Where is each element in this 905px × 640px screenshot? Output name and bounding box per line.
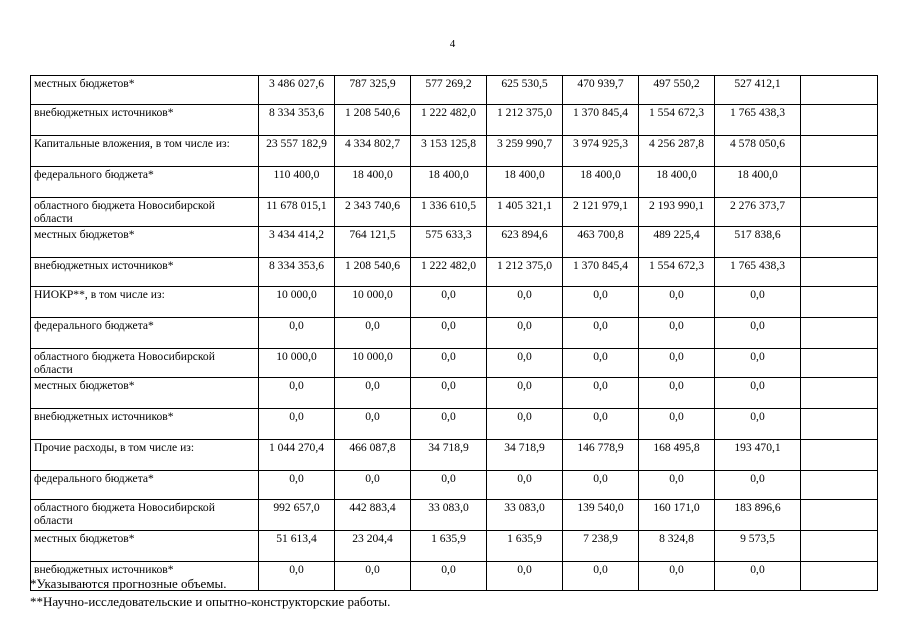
row-value: 623 894,6 [487, 227, 563, 258]
row-value [801, 440, 878, 471]
row-value: 0,0 [487, 349, 563, 378]
row-value: 0,0 [259, 562, 335, 591]
row-label: местных бюджетов* [31, 531, 259, 562]
row-value: 0,0 [335, 318, 411, 349]
row-value: 527 412,1 [715, 76, 801, 105]
row-value: 0,0 [335, 409, 411, 440]
row-value: 0,0 [259, 318, 335, 349]
row-value: 10 000,0 [335, 287, 411, 318]
row-value: 11 678 015,1 [259, 198, 335, 227]
page-number: 4 [449, 38, 456, 50]
table-row [31, 318, 878, 349]
row-value: 764 121,5 [335, 227, 411, 258]
row-value: 0,0 [487, 287, 563, 318]
row-value: 577 269,2 [411, 76, 487, 105]
row-value: 0,0 [259, 471, 335, 500]
row-value: 787 325,9 [335, 76, 411, 105]
table-row [31, 440, 878, 471]
table-row [31, 136, 878, 167]
row-label: внебюджетных источников* [31, 105, 259, 136]
row-value: 18 400,0 [715, 167, 801, 198]
row-value [801, 500, 878, 531]
row-value: 0,0 [563, 287, 639, 318]
table-row [31, 531, 878, 562]
table-row [31, 258, 878, 287]
row-value: 625 530,5 [487, 76, 563, 105]
row-value: 8 324,8 [639, 531, 715, 562]
row-value: 0,0 [715, 349, 801, 378]
row-value: 33 083,0 [411, 500, 487, 531]
row-value [801, 318, 878, 349]
row-value: 0,0 [411, 318, 487, 349]
row-value: 110 400,0 [259, 167, 335, 198]
row-value: 4 334 802,7 [335, 136, 411, 167]
row-value: 8 334 353,6 [259, 258, 335, 287]
row-value: 466 087,8 [335, 440, 411, 471]
row-label: НИОКР**, в том числе из: [31, 287, 259, 318]
row-value: 463 700,8 [563, 227, 639, 258]
footnotes [30, 575, 390, 611]
row-value [801, 258, 878, 287]
row-value: 3 974 925,3 [563, 136, 639, 167]
row-label: федерального бюджета* [31, 318, 259, 349]
row-value [801, 136, 878, 167]
row-value: 1 208 540,6 [335, 258, 411, 287]
row-value: 2 276 373,7 [715, 198, 801, 227]
table-row [31, 287, 878, 318]
row-value: 3 153 125,8 [411, 136, 487, 167]
row-value: 2 121 979,1 [563, 198, 639, 227]
row-value: 0,0 [563, 378, 639, 409]
table-row [31, 409, 878, 440]
row-value: 10 000,0 [259, 287, 335, 318]
row-value: 18 400,0 [487, 167, 563, 198]
row-value: 1 554 672,3 [639, 258, 715, 287]
row-value [801, 227, 878, 258]
row-value: 1 212 375,0 [487, 258, 563, 287]
row-value: 33 083,0 [487, 500, 563, 531]
row-label: федерального бюджета* [31, 167, 259, 198]
row-value: 1 635,9 [411, 531, 487, 562]
row-value: 2 343 740,6 [335, 198, 411, 227]
row-value: 1 635,9 [487, 531, 563, 562]
row-value: 442 883,4 [335, 500, 411, 531]
table-row [31, 198, 878, 227]
row-value [801, 76, 878, 105]
row-value: 1 222 482,0 [411, 105, 487, 136]
row-value: 0,0 [487, 409, 563, 440]
row-value: 0,0 [639, 349, 715, 378]
row-value: 1 222 482,0 [411, 258, 487, 287]
row-value: 0,0 [563, 349, 639, 378]
row-value [801, 105, 878, 136]
row-value: 18 400,0 [411, 167, 487, 198]
row-value: 0,0 [411, 562, 487, 591]
budget-table [30, 75, 878, 591]
row-value: 1 554 672,3 [639, 105, 715, 136]
row-value: 0,0 [639, 409, 715, 440]
table-row [31, 76, 878, 105]
row-label: областного бюджета Новосибирской области [31, 349, 259, 378]
row-value: 7 238,9 [563, 531, 639, 562]
row-value: 0,0 [639, 562, 715, 591]
row-value: 1 208 540,6 [335, 105, 411, 136]
row-value: 10 000,0 [335, 349, 411, 378]
row-value: 0,0 [259, 409, 335, 440]
row-label: местных бюджетов* [31, 227, 259, 258]
row-value: 992 657,0 [259, 500, 335, 531]
footnote-forecast: *Указываются прогнозные объемы. [30, 576, 227, 591]
row-value: 18 400,0 [639, 167, 715, 198]
row-value: 3 486 027,6 [259, 76, 335, 105]
row-value: 0,0 [715, 471, 801, 500]
row-value: 0,0 [715, 378, 801, 409]
row-value: 0,0 [411, 287, 487, 318]
row-value [801, 349, 878, 378]
row-label: областного бюджета Новосибирской области [31, 500, 259, 531]
row-value: 168 495,8 [639, 440, 715, 471]
row-value: 497 550,2 [639, 76, 715, 105]
table-row [31, 227, 878, 258]
row-value: 0,0 [563, 562, 639, 591]
row-value: 193 470,1 [715, 440, 801, 471]
row-value: 51 613,4 [259, 531, 335, 562]
row-value: 8 334 353,6 [259, 105, 335, 136]
row-value: 1 212 375,0 [487, 105, 563, 136]
row-label: федерального бюджета* [31, 471, 259, 500]
table-row [31, 378, 878, 409]
row-value [801, 287, 878, 318]
row-value: 34 718,9 [487, 440, 563, 471]
row-value: 0,0 [639, 378, 715, 409]
row-value: 0,0 [639, 471, 715, 500]
table-row [31, 349, 878, 378]
row-value [801, 531, 878, 562]
row-value [801, 198, 878, 227]
row-value: 18 400,0 [335, 167, 411, 198]
row-label: внебюджетных источников* [31, 258, 259, 287]
row-value: 1 336 610,5 [411, 198, 487, 227]
table-row [31, 500, 878, 531]
row-label: внебюджетных источников* [31, 562, 259, 591]
row-value [801, 167, 878, 198]
table-row [31, 105, 878, 136]
row-value: 160 171,0 [639, 500, 715, 531]
row-label: областного бюджета Новосибирской области [31, 198, 259, 227]
row-value: 0,0 [411, 409, 487, 440]
row-value: 183 896,6 [715, 500, 801, 531]
row-label: местных бюджетов* [31, 76, 259, 105]
row-value: 23 204,4 [335, 531, 411, 562]
row-value: 34 718,9 [411, 440, 487, 471]
row-value: 0,0 [715, 318, 801, 349]
footnote-niokr: **Научно-исследовательские и опытно-конструкторские работы. [30, 594, 391, 609]
row-value: 2 193 990,1 [639, 198, 715, 227]
row-value: 0,0 [715, 287, 801, 318]
row-value: 0,0 [411, 349, 487, 378]
row-value [801, 409, 878, 440]
row-label: внебюджетных источников* [31, 409, 259, 440]
row-value: 0,0 [563, 409, 639, 440]
row-value: 0,0 [411, 471, 487, 500]
row-value: 0,0 [715, 562, 801, 591]
row-value: 0,0 [335, 378, 411, 409]
row-value: 0,0 [639, 318, 715, 349]
row-label: местных бюджетов* [31, 378, 259, 409]
row-value: 0,0 [715, 409, 801, 440]
row-value [801, 471, 878, 500]
row-value: 0,0 [563, 471, 639, 500]
table-row [31, 471, 878, 500]
row-value: 0,0 [487, 471, 563, 500]
row-value: 10 000,0 [259, 349, 335, 378]
row-value: 3 434 414,2 [259, 227, 335, 258]
row-value: 1 765 438,3 [715, 258, 801, 287]
row-value: 4 578 050,6 [715, 136, 801, 167]
row-value [801, 378, 878, 409]
row-value: 0,0 [487, 378, 563, 409]
row-value: 517 838,6 [715, 227, 801, 258]
row-label: Капитальные вложения, в том числе из: [31, 136, 259, 167]
row-value: 23 557 182,9 [259, 136, 335, 167]
row-value: 3 259 990,7 [487, 136, 563, 167]
row-value: 1 405 321,1 [487, 198, 563, 227]
row-value: 0,0 [563, 318, 639, 349]
row-value: 1 370 845,4 [563, 258, 639, 287]
row-value: 146 778,9 [563, 440, 639, 471]
row-value: 489 225,4 [639, 227, 715, 258]
row-value: 0,0 [335, 471, 411, 500]
row-value: 1 765 438,3 [715, 105, 801, 136]
row-value: 9 573,5 [715, 531, 801, 562]
row-value: 18 400,0 [563, 167, 639, 198]
row-value: 0,0 [335, 562, 411, 591]
row-value: 0,0 [411, 378, 487, 409]
row-value: 4 256 287,8 [639, 136, 715, 167]
row-value: 470 939,7 [563, 76, 639, 105]
row-value: 0,0 [259, 378, 335, 409]
row-value: 575 633,3 [411, 227, 487, 258]
row-value [801, 562, 878, 591]
row-value: 0,0 [487, 318, 563, 349]
row-value: 0,0 [639, 287, 715, 318]
row-value: 139 540,0 [563, 500, 639, 531]
row-value: 1 370 845,4 [563, 105, 639, 136]
table-row [31, 167, 878, 198]
row-value: 1 044 270,4 [259, 440, 335, 471]
row-value: 0,0 [487, 562, 563, 591]
row-label: Прочие расходы, в том числе из: [31, 440, 259, 471]
